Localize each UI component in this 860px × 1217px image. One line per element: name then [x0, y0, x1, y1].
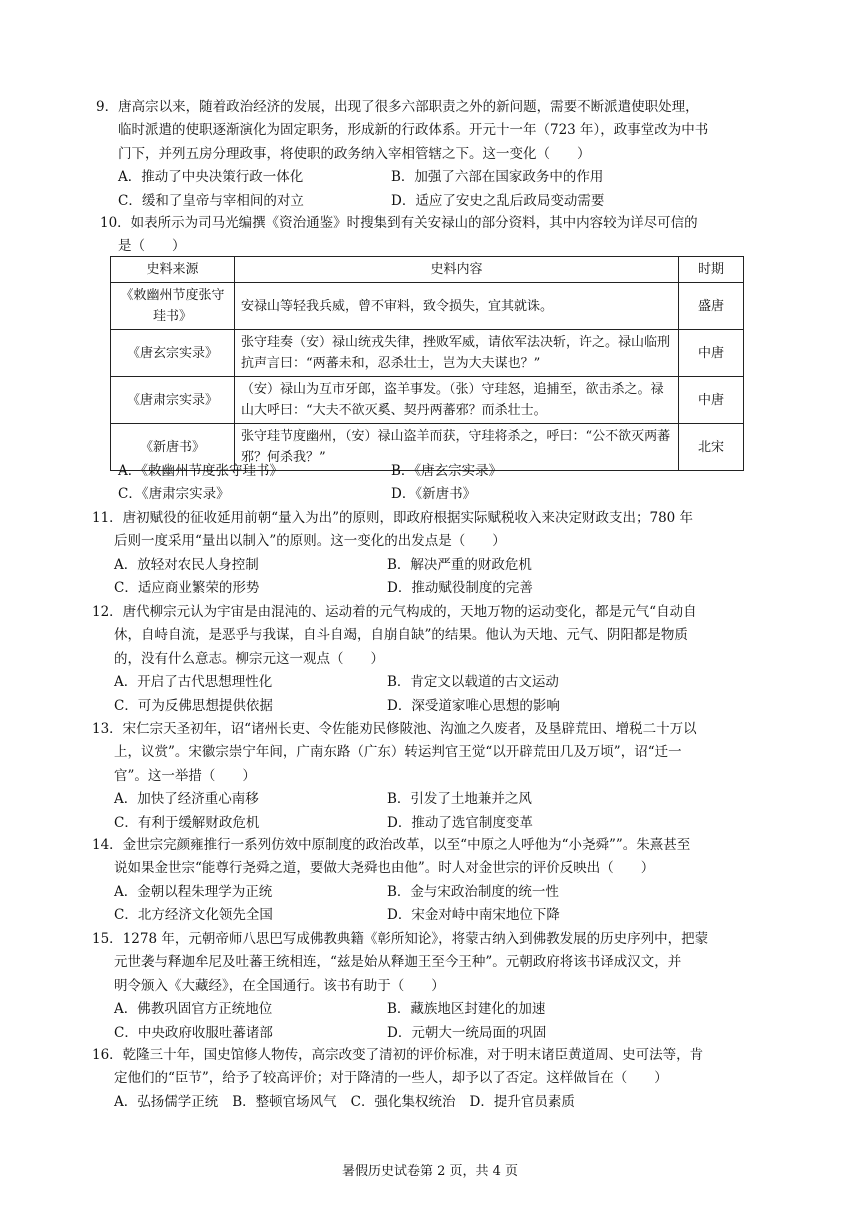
- option-row: [92, 671, 772, 694]
- question-9: [96, 96, 776, 213]
- question-16: [92, 1044, 772, 1114]
- table-cell-source: 《唐玄宗实录》: [111, 330, 235, 377]
- option-row: [92, 577, 772, 600]
- question-13: [92, 718, 772, 835]
- page-footer: 暑假历史试卷第 2 页，共 4 页: [341, 1164, 519, 1179]
- option-c[interactable]: C．适应商业繁荣的形势: [114, 580, 260, 597]
- option-d[interactable]: D．宋金对峙中南宋地位下降: [387, 907, 560, 924]
- option-a[interactable]: A．放轻对农民人身控制: [114, 556, 259, 573]
- option-row: [96, 166, 776, 189]
- table-cell-period: 北宋: [679, 424, 744, 471]
- question-text-line: 休，自峙自流，是恶乎与我谋，自斗自竭，自崩自缺”的结果。他认为天地、元气、阴阳都是物质: [114, 627, 688, 644]
- option-a[interactable]: A．金朝以程朱理学为正统: [114, 883, 273, 900]
- question-text-line: 的，没有什么意志。柳宗元这一观点（ ）: [114, 650, 384, 667]
- option-d[interactable]: D．《新唐书》: [391, 486, 477, 503]
- option-b[interactable]: B．解决严重的财政危机: [387, 556, 532, 573]
- option-row: [92, 1091, 772, 1114]
- option-a[interactable]: A．开启了古代思想理性化: [114, 674, 273, 691]
- option-d[interactable]: D．推动了选官制度变革: [387, 814, 533, 831]
- question-text-line: 后则一度采用“量出以制入”的原则。这一变化的出发点是（ ）: [114, 533, 506, 550]
- question-text-line: 10．如表所示为司马光编撰《资治通鉴》时搜集到有关安禄山的部分资料，其中内容较为详尽可信的: [100, 215, 698, 231]
- question-text-line: 明令颁入《大藏经》，在全国通行。该书有助于（ ）: [114, 977, 445, 994]
- table-cell-content: （安）禄山为互市牙郎，盗羊事发。（张）守珪怒，追捕至，欲击杀之。禄山大呼曰：“大夫不欲灭奚、契丹两蕃邪？而杀壮士。: [235, 377, 679, 424]
- option-row: [92, 812, 772, 835]
- question-10-options: [96, 460, 776, 507]
- option-a[interactable]: A．加快了经济重心南移: [114, 791, 259, 808]
- table-cell-source: 《唐肃宗实录》: [111, 377, 235, 424]
- option-a[interactable]: A．佛教巩固官方正统地位: [114, 1001, 273, 1018]
- option-d[interactable]: D．推动赋役制度的完善: [387, 580, 533, 597]
- table-header-source: 史料来源: [111, 257, 235, 283]
- question-text-line: 临时派遣的使职逐渐演化为固定职务，形成新的行政体系。开元十一年（723 年），政事堂改为中书: [118, 122, 709, 139]
- option-row: [92, 904, 772, 927]
- table-cell-period: 中唐: [679, 377, 744, 424]
- option-c[interactable]: C．缓和了皇帝与宰相间的对立: [118, 192, 304, 209]
- option-d[interactable]: D．元朝大一统局面的巩固: [387, 1024, 547, 1041]
- option-c[interactable]: C．北方经济文化领先全国: [114, 907, 273, 924]
- question-text-line: 定他们的“臣节”，给予了较高评价；对于降清的一些人，却予以了否定。这样做旨在（ ）: [114, 1070, 668, 1087]
- option-row: [96, 190, 776, 213]
- option-b[interactable]: B．金与宋政治制度的统一性: [387, 883, 559, 900]
- option-row: [92, 1022, 772, 1045]
- option-d[interactable]: D．适应了安史之乱后政局变动需要: [391, 192, 605, 209]
- option-b[interactable]: B．藏族地区封建化的加速: [387, 1001, 546, 1018]
- table-row: [111, 330, 744, 377]
- question-text-line: 12．唐代柳宗元认为宇宙是由混沌的、运动着的元气构成的，天地万物的运动变化，都是元气“自动自: [92, 604, 697, 620]
- option-c[interactable]: C．中央政府收服吐蕃诸部: [114, 1024, 273, 1041]
- option-d[interactable]: D．深受道家唯心思想的影响: [387, 697, 560, 714]
- source-table: [110, 256, 744, 471]
- table-cell-content: 安禄山等轻我兵威，曾不审料，致令损失，宜其就诛。: [235, 283, 679, 330]
- question-text-line: 9．唐高宗以来，随着政治经济的发展，出现了很多六部职责之外的新问题，需要不断派遣使职处理，: [96, 99, 699, 115]
- option-b[interactable]: B．整顿官场风气: [232, 1093, 337, 1110]
- table-header-content: 史料内容: [235, 257, 679, 283]
- question-text-line: 说如果金世宗“能尊行尧舜之道，要做大尧舜也由他”。时人对金世宗的评价反映出（ ）: [114, 860, 655, 877]
- option-d[interactable]: D．提升官员素质: [469, 1093, 575, 1110]
- option-row: [96, 483, 776, 506]
- question-12: [92, 601, 772, 718]
- question-11: [92, 507, 772, 601]
- question-text-line: 14．金世宗完颜雍推行一系列仿效中原制度的政治改革，以至“中原之人呼他为“小尧舜””。朱熹甚至: [92, 837, 691, 853]
- option-c[interactable]: C．可为反佛思想提供依据: [114, 697, 273, 714]
- table-cell-period: 中唐: [679, 330, 744, 377]
- option-b[interactable]: B．加强了六部在国家政务中的作用: [391, 169, 604, 186]
- question-text-line: 13．宋仁宗天圣初年，诏“诸州长吏、令佐能劝民修陂池、沟洫之久废者，及垦辟荒田、增税二十万以: [92, 721, 697, 737]
- option-row: [92, 998, 772, 1021]
- question-15: [92, 928, 772, 1045]
- option-a[interactable]: A．《敕幽州节度张守珪书》: [118, 463, 283, 479]
- question-text-line: 16．乾隆三十年，国史馆修人物传，高宗改变了清初的评价标准，对于明末诸臣黄道周、史可法等，肯: [92, 1047, 704, 1063]
- option-row: [92, 881, 772, 904]
- question-text-line: 是（ ）: [118, 238, 186, 255]
- table-header-row: [111, 257, 744, 283]
- question-text-line: 官”。这一举措（ ）: [114, 767, 256, 784]
- option-row: [96, 460, 776, 483]
- table-header-period: 时期: [679, 257, 744, 283]
- option-a[interactable]: A．弘扬儒学正统: [114, 1093, 219, 1110]
- question-14: [92, 834, 772, 928]
- table-cell-source: 《新唐书》: [111, 424, 235, 471]
- question-text-line: 门下，并列五房分理政事，将使职的政务纳入宰相管辖之下。这一变化（ ）: [118, 145, 591, 162]
- option-b[interactable]: B．《唐玄宗实录》: [391, 463, 503, 479]
- option-a[interactable]: A．推动了中央决策行政一体化: [118, 169, 304, 186]
- option-row: [92, 695, 772, 718]
- option-c[interactable]: C．《唐肃宗实录》: [118, 486, 230, 503]
- question-text-line: 元世袭与释迦牟尼及吐蕃王统相连，“兹是始从释迦王至今王种”。元朝政府将该书译成汉文，并: [114, 954, 682, 971]
- table-row: [111, 283, 744, 330]
- table-cell-period: 盛唐: [679, 283, 744, 330]
- option-b[interactable]: B．肯定文以载道的古文运动: [387, 674, 559, 691]
- table-cell-content: 张守珪节度幽州，（安）禄山盗羊而获，守珪将杀之，呼曰：“公不欲灭两蕃邪？何杀我？”: [235, 424, 679, 471]
- question-text-line: 15．1278 年，元朝帝师八思巴写成佛教典籍《彰所知论》，将蒙古纳入到佛教发展的历史序列中，把蒙: [92, 931, 709, 947]
- question-text-line: 11．唐初赋役的征收延用前朝“量入为出”的原则，即政府根据实际赋税收入来决定财政支出；780 年: [92, 510, 694, 526]
- option-row: [92, 554, 772, 577]
- question-text-line: 上，议赏”。宋徽宗崇宁年间，广南东路（广东）转运判官王觉“以开辟荒田几及万顷”，诏“迁一: [114, 744, 682, 761]
- option-b[interactable]: B．引发了土地兼并之风: [387, 791, 532, 808]
- option-c[interactable]: C．强化集权统治: [350, 1093, 456, 1110]
- question-10: [100, 212, 780, 259]
- option-row: [92, 788, 772, 811]
- table-cell-content: 张守珪奏（安）禄山统戎失律，挫败军威，请依军法决斩，许之。禄山临刑抗声言曰：“两蕃未和，忍杀壮士，岂为大夫谋也？”: [235, 330, 679, 377]
- table-row: [111, 377, 744, 424]
- option-c[interactable]: C．有利于缓解财政危机: [114, 814, 260, 831]
- table-cell-source: 《敕幽州节度张守珪书》: [111, 283, 235, 330]
